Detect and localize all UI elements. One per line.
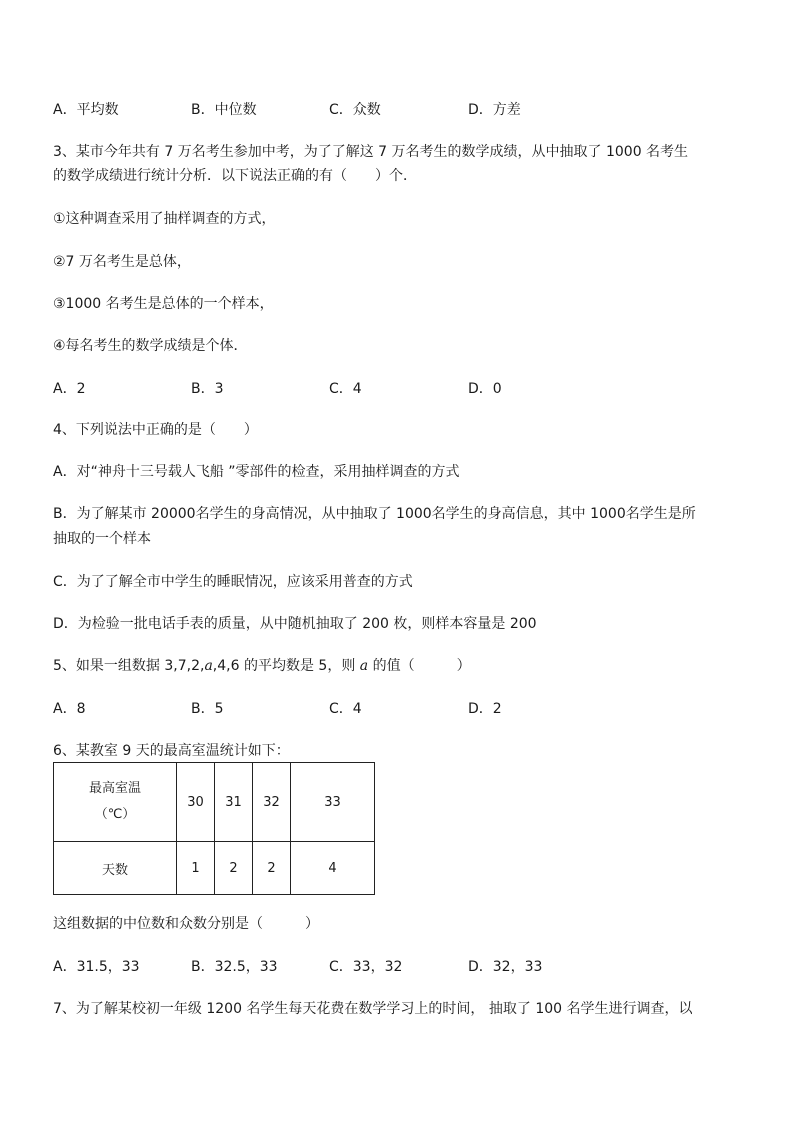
- temp-unit: （℃）: [94, 807, 136, 822]
- q5-variable-2: a: [359, 658, 369, 674]
- q3-option-b: B．3: [191, 381, 224, 397]
- table-cell: 33: [291, 763, 375, 842]
- q5-options: [53, 700, 753, 718]
- q5-stem-part2: ,4,6 的平均数是 5，则: [212, 658, 360, 674]
- temp-label: 最高室温: [88, 781, 141, 796]
- q6-stem: 6、某教室 9 天的最高室温统计如下：: [53, 743, 290, 759]
- q5-stem-part1: 5、如果一组数据 3,7,2,: [53, 658, 205, 674]
- q5-option-b: B．5: [191, 701, 224, 717]
- q3-stem-line1: 3、某市今年共有 7 万名考生参加中考，为了了解这 7 万名考生的数学成绩，从中抽取了 1000 名考生: [53, 144, 689, 160]
- q6-question: 这组数据的中位数和众数分别是（ ）: [53, 916, 319, 932]
- temperature-table: [53, 762, 375, 895]
- table-row: [54, 842, 375, 895]
- days-label: 天数: [54, 842, 177, 895]
- q2-options: [53, 101, 753, 119]
- q3-option-a: A．2: [53, 381, 86, 397]
- q4-option-b-line1: B．为了解某市 20000名学生的身高情况，从中抽取了 1000名学生的身高信息，其中 1000名学生是所: [53, 506, 696, 522]
- q2-option-d: D．方差: [468, 102, 521, 118]
- q2-option-c: C．众数: [329, 102, 381, 118]
- q6-option-d: D．32，33: [468, 959, 543, 975]
- q3-statement-3: ③1000 名考生是总体的一个样本，: [53, 296, 274, 312]
- q4-option-c: C．为了了解全市中学生的睡眠情况，应该采用普查的方式: [53, 574, 413, 590]
- q6-option-c: C．33，32: [329, 959, 403, 975]
- q4-option-d: D．为检验一批电话手表的质量，从中随机抽取了 200 枚，则样本容量是 200: [53, 616, 537, 632]
- q5-stem: [53, 657, 471, 675]
- q3-statement-2: ②7 万名考生是总体，: [53, 254, 191, 270]
- q7-stem-line1: 7、为了解某校初一年级 1200 名学生每天花费在数学学习上的时间， 抽取了 100 名学生进行调查，以: [53, 1001, 693, 1017]
- q6-option-b: B．32.5，33: [191, 959, 278, 975]
- q6-option-a: A．31.5，33: [53, 959, 140, 975]
- q4-option-b-line2: 抽取的一个样本: [53, 531, 151, 547]
- q5-option-c: C．4: [329, 701, 362, 717]
- table-cell: 2: [215, 842, 253, 895]
- q5-option-a: A．8: [53, 701, 86, 717]
- q3-statement-4: ④每名考生的数学成绩是个体．: [53, 338, 248, 354]
- q4-option-a: A．对“神舟十三号载人飞船 ”零部件的检查，采用抽样调查的方式: [53, 464, 460, 480]
- table-cell: 1: [177, 842, 215, 895]
- table-cell: 30: [177, 763, 215, 842]
- q3-option-d: D．0: [468, 381, 502, 397]
- q5-option-d: D．2: [468, 701, 502, 717]
- table-cell: 2: [253, 842, 291, 895]
- q3-options: [53, 380, 753, 398]
- q5-variable: a: [204, 658, 213, 674]
- table-row: [54, 763, 375, 842]
- q3-statement-1: ①这种调查采用了抽样调查的方式，: [53, 211, 276, 227]
- q5-stem-part3: 的值（ ）: [368, 658, 471, 674]
- table-cell: 32: [253, 763, 291, 842]
- q2-option-a: A．平均数: [53, 102, 119, 118]
- q3-stem-line2: 的数学成绩进行统计分析．以下说法正确的有（ ）个．: [53, 168, 417, 184]
- q6-options: [53, 958, 753, 976]
- table-cell: 31: [215, 763, 253, 842]
- table-cell: 4: [291, 842, 375, 895]
- q3-option-c: C．4: [329, 381, 362, 397]
- q4-stem: 4、下列说法中正确的是（ ）: [53, 422, 258, 438]
- q2-option-b: B．中位数: [191, 102, 257, 118]
- table-header-cell: [54, 763, 177, 842]
